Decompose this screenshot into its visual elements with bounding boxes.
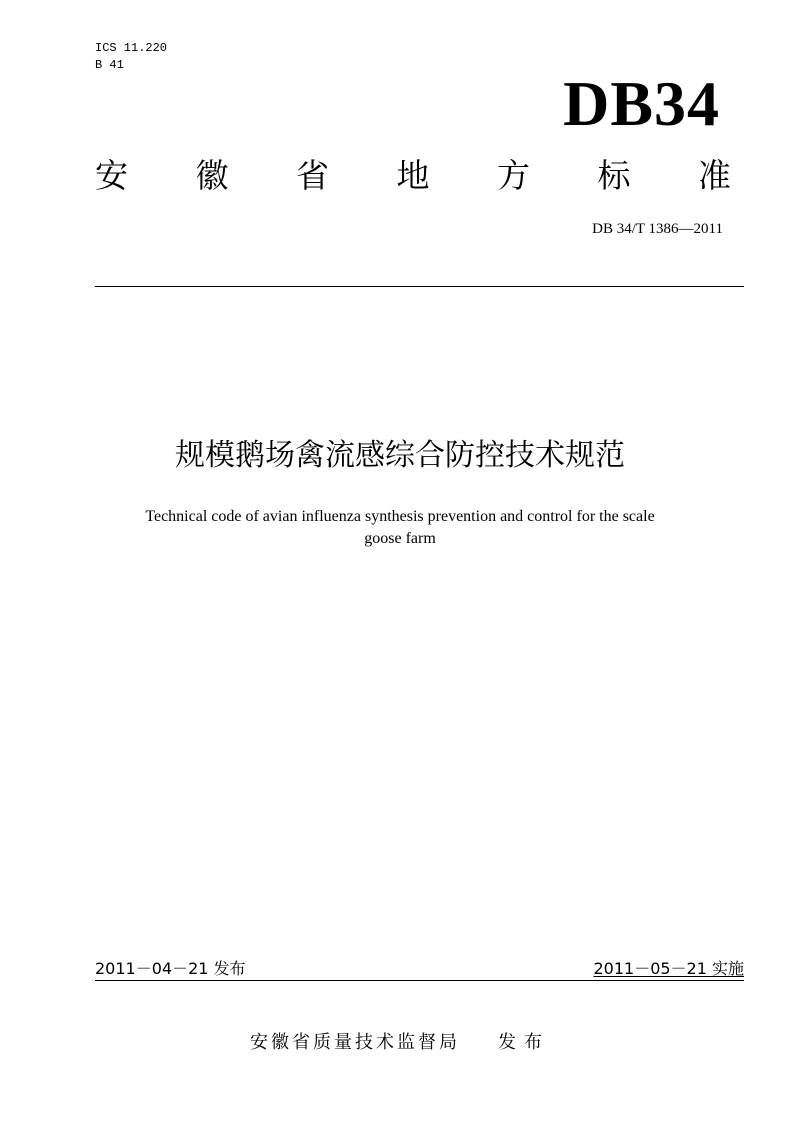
document-number: DB 34/T 1386—2011 — [592, 221, 723, 237]
english-title-line: Technical code of avian influenza synthesis prevention and control for the scale — [145, 508, 655, 525]
standard-prefix-logo: DB34 — [563, 68, 720, 139]
standard-type-char: 准 — [698, 156, 731, 195]
english-title-line: goose farm — [364, 530, 436, 547]
document-title-chinese: 规模鹅场禽流感综合防控技术规范 — [175, 438, 625, 473]
standard-type-char: 省 — [296, 156, 329, 195]
classification-code: B 41 — [95, 58, 124, 72]
publisher-name: 安徽省质量技术监督局 — [250, 1032, 460, 1053]
implementation-date: 2011－05－21 实施 — [593, 959, 744, 978]
publisher-line — [0, 1031, 800, 1055]
standard-type-char: 方 — [497, 156, 530, 195]
standard-type-heading — [95, 156, 731, 196]
ics-code: ICS 11.220 — [95, 41, 168, 55]
footer-divider — [95, 980, 744, 981]
header-divider — [95, 286, 744, 287]
standard-type-char: 徽 — [195, 156, 229, 195]
classification-codes — [95, 40, 167, 74]
publish-label: 发布 — [498, 1032, 550, 1053]
standard-type-char: 安 — [95, 156, 128, 195]
issue-date: 2011－04－21 发布 — [95, 959, 246, 978]
standard-type-char: 地 — [396, 156, 430, 195]
document-title-english — [80, 506, 720, 550]
standard-type-char: 标 — [597, 156, 631, 195]
